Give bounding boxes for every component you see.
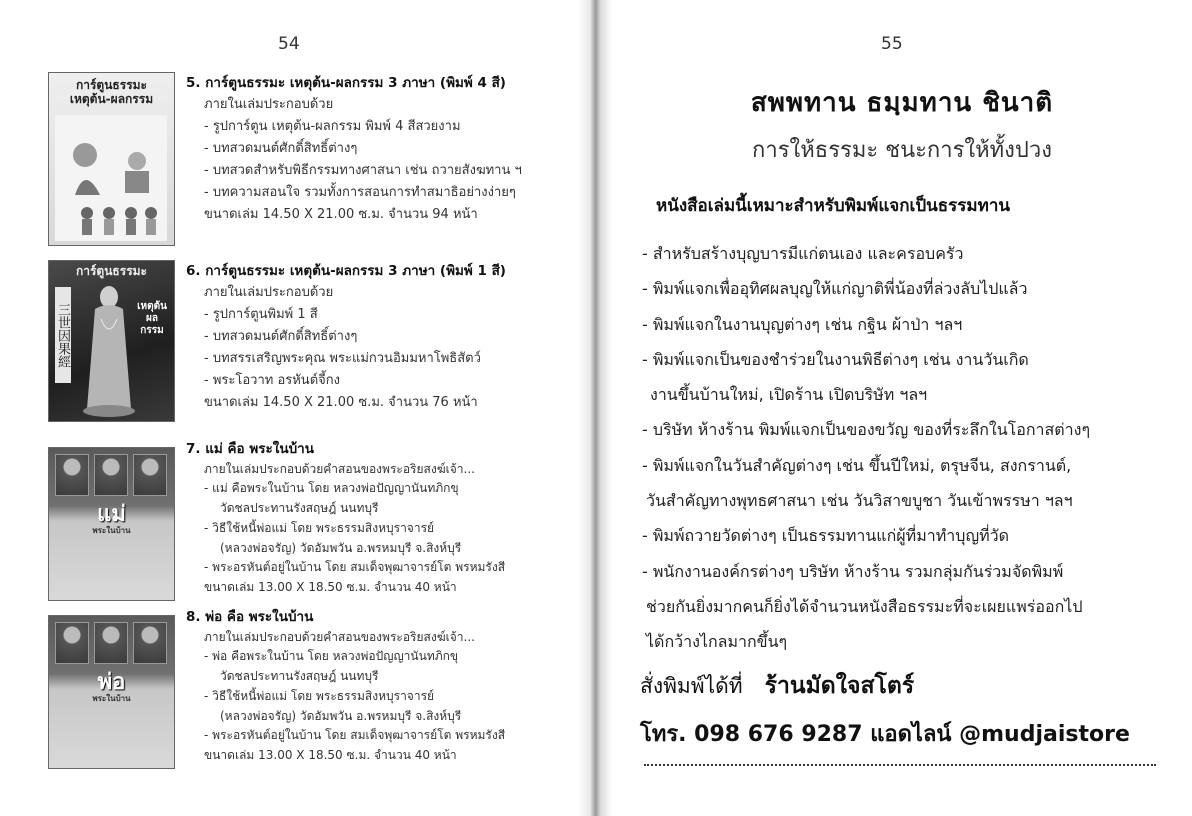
page-number-left: 54 (278, 34, 300, 54)
store-name: ร้านมัดใจสโตร์ (764, 673, 915, 699)
entry-line: - พ่อ คือพระในบ้าน โดย หลวงพ่อปัญญานันทภิกขุ (204, 649, 459, 664)
book-gutter (578, 0, 612, 816)
guanyin-figure-icon (77, 279, 141, 419)
entry-heading: 7. แม่ คือ พระในบ้าน (186, 441, 314, 457)
entry-line: - พระอรหันต์อยู่ในบ้าน โดย สมเด็จพุฒาจารย์โต พรหมรังสี (204, 560, 506, 575)
entry-heading: 6. การ์ตูนธรรมะ เหตุต้น-ผลกรรม 3 ภาษา (พิมพ์ 1 สี) (186, 263, 506, 279)
monk-photo-icon (55, 454, 89, 496)
monk-photo-icon (94, 454, 128, 496)
entry-line: ภายในเล่มประกอบด้วย (204, 97, 334, 112)
entry-line: - บทสวดสำหรับพิธีกรรมทางศาสนา เช่น ถวายสังฆทาน ฯ (204, 163, 522, 178)
book-cover-6 (48, 260, 175, 422)
entry-line: - รูปการ์ตูน เหตุต้น-ผลกรรม พิมพ์ 4 สีสวยงาม (204, 119, 461, 134)
entry-line: - บทสรรเสริญพระคุณ พระแม่กวนอิมมหาโพธิสัตว์ (204, 351, 481, 366)
entry-line: ขนาดเล่ม 13.00 X 18.50 ซ.ม. จำนวน 40 หน้า (204, 747, 457, 762)
monk-photo-icon (94, 622, 128, 664)
book-entry-5 (186, 72, 522, 226)
list-item: - พิมพ์แจกในวันสำคัญต่างๆ เช่น ขึ้นปีใหม่, ตรุษจีน, สงกรานต์, (642, 455, 1072, 475)
entry-line: ขนาดเล่ม 13.00 X 18.50 ซ.ม. จำนวน 40 หน้า (204, 579, 457, 594)
entry-line: (หลวงพ่อจรัญ) วัดอัมพวัน อ.พรหมบุรี จ.สิงห์บุรี (220, 540, 462, 555)
book-cover-7 (48, 447, 175, 601)
cover-subtitle: พระในบ้าน (92, 526, 131, 535)
cover-title-line1: การ์ตูนธรรมะ (75, 78, 147, 92)
cover-big-title: แม่ (97, 502, 126, 527)
entry-line: - พระโอวาท อรหันต์จี้กง (204, 373, 340, 388)
entry-line: ขนาดเล่ม 14.50 X 21.00 ซ.ม. จำนวน 94 หน้า (204, 207, 478, 222)
section-heading: หนังสือเล่มนี้เหมาะสำหรับพิมพ์แจกเป็นธรรมทาน (656, 196, 1010, 216)
left-page (0, 0, 588, 816)
list-item: - พิมพ์ถวายวัดต่างๆ เป็นธรรมทานแก่ผู้ที่มาทำบุญที่วัด (642, 526, 1009, 546)
book-entry-6 (186, 260, 506, 414)
cover-title-line2: เหตุต้น-ผลกรรม (69, 92, 154, 106)
entry-line: - บทสวดมนต์ศักดิ์สิทธิ์ต่างๆ (204, 329, 358, 344)
entry-line: - บทสวดมนต์ศักดิ์สิทธิ์ต่างๆ (204, 141, 358, 156)
entry-line: วัดชลประทานรังสฤษฎ์ นนทบุรี (220, 501, 379, 516)
entry-line: - พระอรหันต์อยู่ในบ้าน โดย สมเด็จพุฒาจารย์โต พรหมรังสี (204, 728, 506, 743)
entry-heading: 5. การ์ตูนธรรมะ เหตุต้น-ผลกรรม 3 ภาษา (พิมพ์ 4 สี) (186, 75, 506, 91)
verse-translation: การให้ธรรมะ ชนะการให้ทั้งปวง (752, 138, 1052, 163)
pali-verse-title: สพพทาน ธมฺมทาน ชินาติ (750, 88, 1054, 118)
entry-line: ภายในเล่มประกอบด้วย (204, 285, 334, 300)
monk-photo-icon (55, 622, 89, 664)
monk-photo-icon (133, 454, 167, 496)
entry-line: - วิธีใช้หนี้พ่อแม่ โดย พระธรรมสิงหบุราจารย์ (204, 688, 435, 703)
cover-title: การ์ตูนธรรมะ (75, 264, 147, 278)
cover-big-title: พ่อ (97, 670, 126, 695)
book-entry-7 (186, 440, 505, 598)
book-cover-8 (48, 615, 175, 769)
cover-subtitle: พระในบ้าน (92, 694, 131, 703)
page-number-right: 55 (881, 34, 903, 54)
list-item-cont: ได้กว้างไกลมากขึ้นๆ (646, 632, 788, 652)
dotted-divider (644, 764, 1156, 766)
entry-line: - แม่ คือพระในบ้าน โดย หลวงพ่อปัญญานันทภิกขุ (204, 481, 459, 496)
right-page (612, 0, 1192, 816)
monk-photo-icon (133, 622, 167, 664)
list-item-cont: วันสำคัญทางพุทธศาสนา เช่น วันวิสาขบูชา วันเข้าพรรษา ฯลฯ (646, 491, 1073, 511)
book-entry-8 (186, 608, 505, 766)
entry-line: ขนาดเล่ม 14.50 X 21.00 ซ.ม. จำนวน 76 หน้า (204, 395, 478, 410)
list-item: - พนักงานองค์กรต่างๆ บริษัท ห้างร้าน รวมกลุ่มกันร่วมจัดพิมพ์ (642, 561, 1064, 581)
entry-line: - วิธีใช้หนี้พ่อแม่ โดย พระธรรมสิงหบุราจารย์ (204, 520, 435, 535)
entry-line: ภายในเล่มประกอบด้วยคำสอนของพระอริยสงฆ์เจ้า... (204, 629, 475, 644)
entry-line: - รูปการ์ตูนพิมพ์ 1 สี (204, 307, 318, 322)
cartoon-illustration-icon (55, 115, 167, 241)
purpose-list (642, 236, 1090, 660)
order-line (640, 668, 914, 704)
order-label: สั่งพิมพ์ได้ที่ (640, 674, 743, 698)
entry-line: (หลวงพ่อจรัญ) วัดอัมพวัน อ.พรหมบุรี จ.สิงห์บุรี (220, 708, 462, 723)
list-item: - พิมพ์แจกเพื่ออุทิศผลบุญให้แก่ญาติพี่น้องที่ล่วงลับไปแล้ว (642, 279, 1028, 299)
book-cover-5 (48, 72, 175, 246)
cover-side-title: เหตุต้น ผลกรรม (137, 301, 167, 336)
list-item-cont: งานขึ้นบ้านใหม่, เปิดร้าน เปิดบริษัท ฯลฯ (650, 385, 928, 405)
cover-side-text: 三世因果經 (55, 287, 71, 383)
list-item: - สำหรับสร้างบุญบารมีแก่ตนเอง และครอบครัว (642, 244, 964, 263)
entry-line: ภายในเล่มประกอบด้วยคำสอนของพระอริยสงฆ์เจ้า... (204, 461, 475, 476)
entry-heading: 8. พ่อ คือ พระในบ้าน (186, 609, 314, 625)
list-item: - บริษัท ห้างร้าน พิมพ์แจกเป็นของขวัญ ของที่ระลึกในโอกาสต่างๆ (642, 420, 1091, 440)
entry-line: - บทความสอนใจ รวมทั้งการสอนการทำสมาธิอย่างง่ายๆ (204, 185, 516, 200)
list-item: - พิมพ์แจกในงานบุญต่างๆ เช่น กฐิน ผ้าป่า ฯลฯ (642, 314, 963, 334)
list-item: - พิมพ์แจกเป็นของชำร่วยในงานพิธีต่างๆ เช่น งานวันเกิด (642, 349, 1029, 369)
contact-line: โทร. 098 676 9287 แอดไลน์ @mudjaistore (640, 722, 1130, 747)
list-item-cont: ช่วยกันยิ่งมากคนก็ยิ่งได้จำนวนหนังสือธรรมะที่จะเผยแพร่ออกไป (646, 596, 1083, 616)
entry-line: วัดชลประทานรังสฤษฎ์ นนทบุรี (220, 669, 379, 684)
